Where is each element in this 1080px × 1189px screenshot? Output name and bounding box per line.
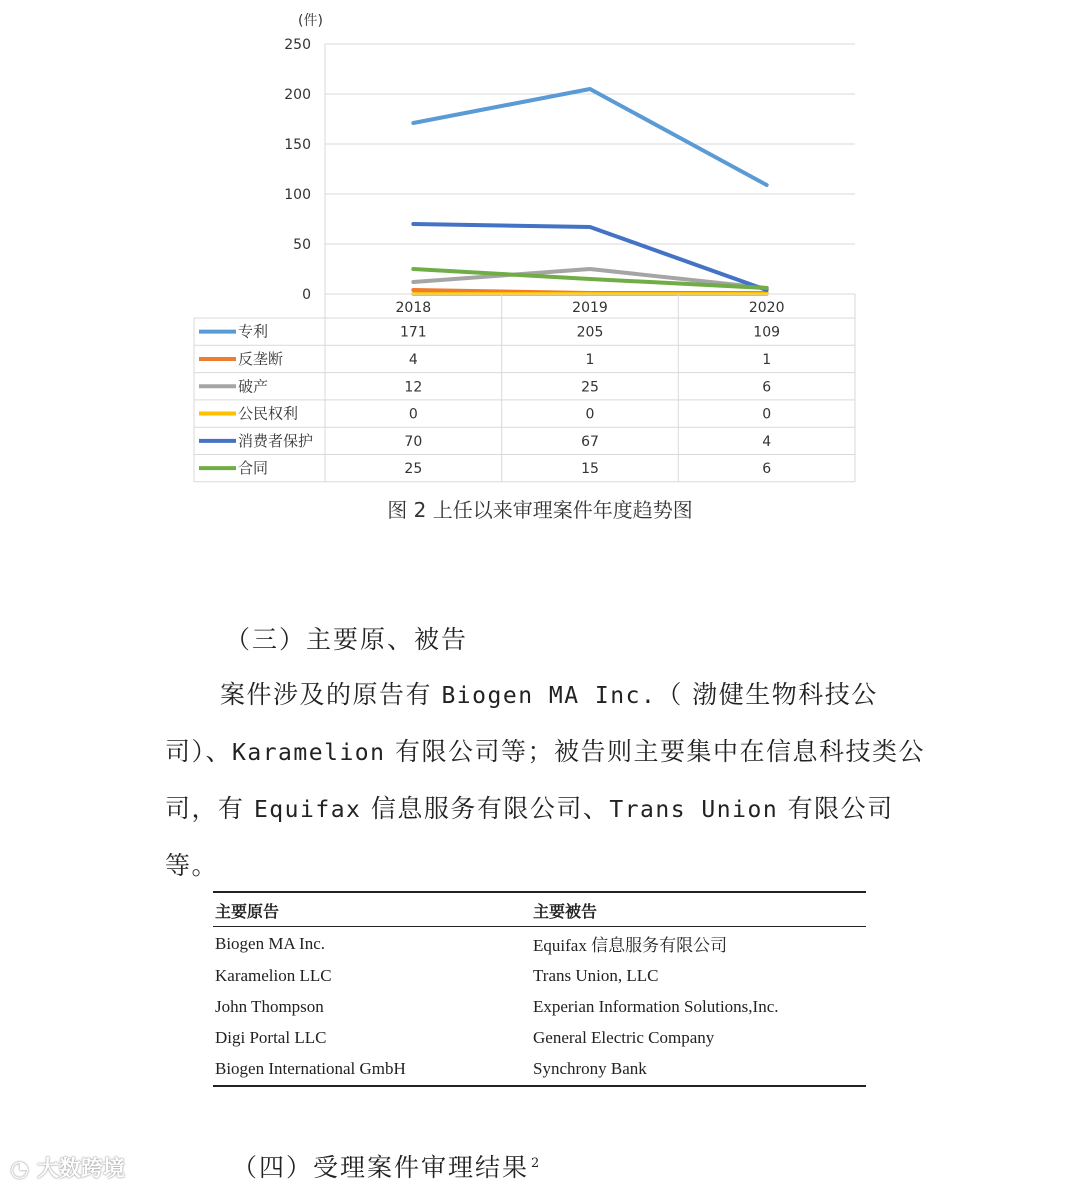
trend-line-chart xyxy=(0,0,1080,490)
data-label: 0 xyxy=(585,406,595,423)
section-3-paragraph: 案件涉及的原告有 Biogen MA Inc.（ 渤健生物科技公司）、Karamelion 有限公司等；被告则主要集中在信息科技类公司，有 Equifax 信息服务有限公司、Trans Union 有限公司等。 xyxy=(165,680,925,880)
data-label: 15 xyxy=(581,461,599,478)
legend-entry: 公民权利 xyxy=(238,404,299,423)
data-label: 1 xyxy=(762,351,772,368)
chart-gridlines xyxy=(325,44,855,294)
data-label: 0 xyxy=(762,406,772,423)
table-row xyxy=(213,927,866,962)
table-row xyxy=(213,992,866,1023)
data-label: 67 xyxy=(581,433,599,450)
header-plaintiffs: 主要原告 xyxy=(213,892,531,927)
section-heading-4: （四）受理案件审理结果 $^2$ xyxy=(232,1153,542,1182)
x-category-label: 2018 xyxy=(395,300,432,316)
table-row xyxy=(213,961,866,992)
data-label: 6 xyxy=(762,461,772,478)
data-label: 0 xyxy=(408,406,418,423)
legend-entry: 破产 xyxy=(238,377,269,396)
data-label: 4 xyxy=(408,351,418,368)
data-label: 109 xyxy=(753,324,781,341)
chart-data-table xyxy=(194,294,855,482)
y-axis-unit-label: (件) xyxy=(298,13,323,29)
table-row xyxy=(213,1054,866,1086)
legend-entry: 反垄断 xyxy=(238,349,284,368)
plaintiff-cell: Biogen International GmbH xyxy=(213,1054,531,1086)
data-label: 171 xyxy=(399,324,427,341)
data-label: 205 xyxy=(576,324,604,341)
watermark-logo: ◔ 大数跨境 xyxy=(10,1157,125,1182)
x-category-label: 2020 xyxy=(748,300,785,316)
y-tick-label: 250 xyxy=(284,37,311,53)
plaintiff-cell: John Thompson xyxy=(215,997,324,1016)
legend-entry: 合同 xyxy=(238,459,269,478)
table-row xyxy=(213,1023,866,1054)
defendant-cell: Synchrony Bank xyxy=(531,1054,866,1086)
y-tick-label: 150 xyxy=(284,137,311,153)
header-defendants: 主要被告 xyxy=(531,892,866,927)
data-label: 4 xyxy=(762,433,772,450)
defendant-cell: Trans Union, LLC xyxy=(533,966,659,985)
data-label: 25 xyxy=(581,379,599,396)
parties-table-header xyxy=(213,892,866,927)
series-line-专利 xyxy=(413,89,766,185)
weibo-icon: ◔ xyxy=(10,1157,30,1182)
legend-entry: 消费者保护 xyxy=(238,431,314,450)
y-tick-label: 0 xyxy=(302,287,311,303)
plaintiff-cell: Biogen MA Inc. xyxy=(215,933,326,953)
y-tick-label: 100 xyxy=(284,187,311,203)
series-lines xyxy=(413,89,766,294)
defendant-cell: Experian Information Solutions,Inc. xyxy=(533,997,779,1016)
plaintiff-cell: Digi Portal LLC xyxy=(215,1028,327,1047)
data-label: 1 xyxy=(585,351,595,368)
y-axis-tick-labels xyxy=(284,37,311,303)
data-label: 70 xyxy=(404,433,423,450)
legend-entry: 专利 xyxy=(238,322,269,341)
section-heading-3: （三）主要原、被告 xyxy=(225,625,469,654)
data-label: 25 xyxy=(404,461,423,478)
defendant-cell: General Electric Company xyxy=(533,1028,715,1047)
y-tick-label: 50 xyxy=(293,237,311,253)
figure-caption: 图 2 上任以来审理案件年度趋势图 xyxy=(387,498,693,522)
defendant-cell: Equifax 信息服务有限公司 xyxy=(533,936,728,955)
plaintiff-cell: Karamelion LLC xyxy=(215,966,332,985)
parties-table xyxy=(213,891,866,1087)
data-label: 12 xyxy=(404,379,423,396)
y-tick-label: 200 xyxy=(284,87,311,103)
data-label: 6 xyxy=(762,379,772,396)
x-category-label: 2019 xyxy=(572,300,608,316)
footnote-marker: 2 xyxy=(531,1155,542,1171)
